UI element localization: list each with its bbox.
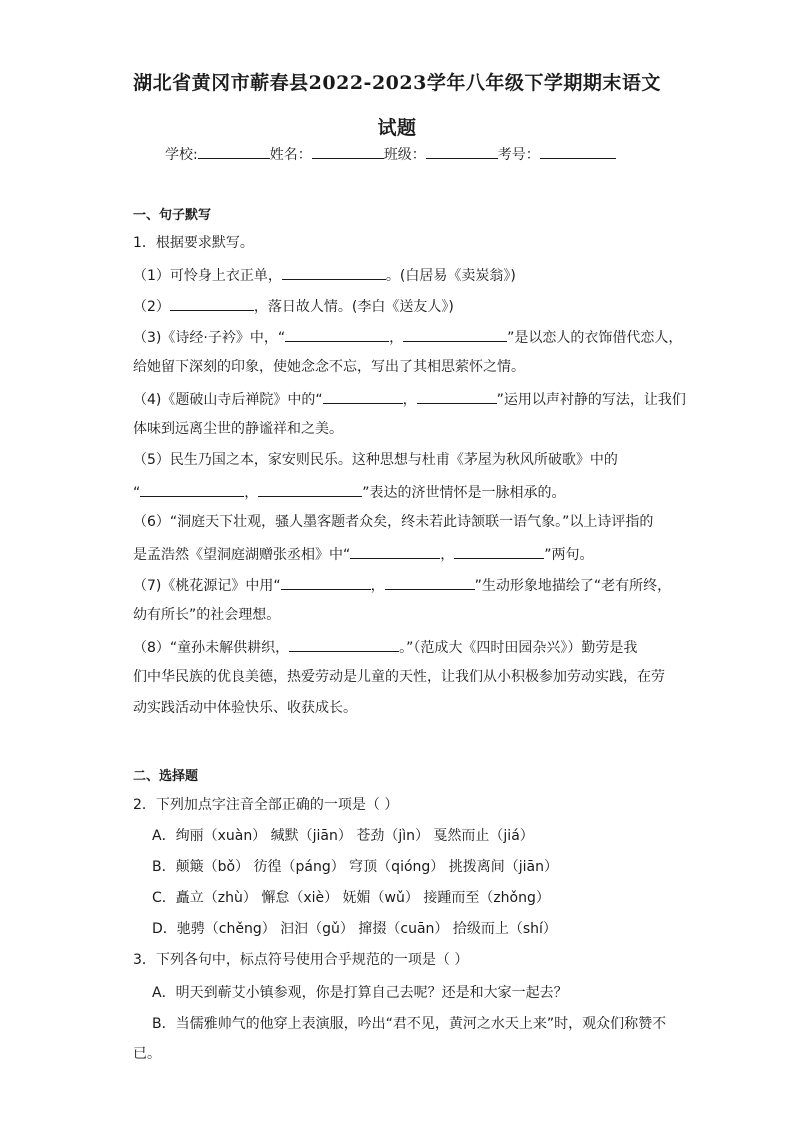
question-2-option-a[interactable]: A．绚丽（xuàn） 缄默（jiān） 苍劲（jìn） 戛然而止（jiá）	[152, 828, 534, 844]
question-1-item-8-cont: 们中华民族的优良美德，热爱劳动是儿童的天性，让我们从小积极参加劳动实践，在劳	[133, 669, 665, 685]
class-blank[interactable]	[426, 143, 498, 159]
question-3-option-b[interactable]: B．当儒雅帅气的他穿上表演服，吟出“君不见，黄河之水天上来”时，观众们称赞不	[152, 1016, 667, 1032]
question-1-item-3	[133, 326, 682, 348]
item-text: ，落日故人情。(李白《送友人》)	[253, 299, 454, 315]
item-text: （1）可怜身上衣正单，	[133, 268, 282, 284]
item-text: ”两句。	[544, 547, 594, 563]
item-text: （7)《桃花源记》中用“	[133, 578, 281, 594]
school-label: 学校:	[165, 147, 198, 163]
item-text: ，	[370, 578, 385, 594]
answer-blank[interactable]	[140, 481, 244, 497]
answer-blank[interactable]	[417, 388, 497, 404]
item-text: （4)《题破山寺后禅院》中的“	[133, 392, 323, 408]
name-blank[interactable]	[312, 143, 384, 159]
question-1-item-1	[133, 264, 516, 286]
student-info-row	[165, 143, 616, 165]
question-1-item-7-cont: 幼有所长”的社会理想。	[133, 607, 281, 623]
answer-blank[interactable]	[385, 574, 475, 590]
question-2-stem: 2．下列加点字注音全部正确的一项是（ ）	[133, 797, 399, 813]
question-1-item-6: （6）“洞庭天下壮观，骚人墨客题者众矣，终未若此诗颔联一语气象。”以上诗评指的	[133, 514, 654, 530]
answer-blank[interactable]	[289, 636, 399, 652]
exam-title-line1: 湖北省黄冈市蕲春县2022-2023学年八年级下学期期末语文	[133, 72, 661, 94]
question-1-item-4	[133, 388, 686, 410]
question-1-item-2	[133, 295, 454, 317]
item-text: ，	[389, 330, 404, 346]
question-3-stem: 3．下列各句中，标点符号使用合乎规范的一项是（ ）	[133, 952, 469, 968]
item-text: ”运用以声衬静的写法，让我们	[496, 392, 686, 408]
question-1-item-5-cont	[133, 481, 566, 503]
item-text: （3)《诗经·子衿》中，“	[133, 330, 286, 346]
section-heading-1: 一、句子默写	[133, 208, 212, 223]
answer-blank[interactable]	[170, 295, 254, 311]
question-1-item-4-cont: 体味到远离尘世的静谧祥和之美。	[133, 421, 343, 437]
question-1-item-6-cont	[133, 543, 594, 565]
question-1-item-8	[133, 636, 637, 658]
item-text: 。(白居易《卖炭翁》)	[385, 268, 516, 284]
item-text: ，	[244, 485, 259, 501]
item-text: ，	[402, 392, 417, 408]
item-text: ”表达的济世情怀是一脉相承的。	[362, 485, 566, 501]
item-text: “	[133, 485, 141, 501]
answer-blank[interactable]	[285, 326, 389, 342]
exam-title-line2: 试题	[377, 117, 417, 139]
item-text: ，	[440, 547, 455, 563]
section-heading-2: 二、选择题	[133, 769, 199, 784]
name-label: 姓名：	[269, 147, 312, 163]
answer-blank[interactable]	[281, 574, 371, 590]
question-1-stem: 1．根据要求默写。	[133, 235, 254, 251]
answer-blank[interactable]	[403, 326, 507, 342]
question-3-option-a[interactable]: A．明天到蕲艾小镇参观，你是打算自己去呢？还是和大家一起去？	[152, 985, 568, 1001]
question-1-item-8-cont2: 动实践活动中体验快乐、收获成长。	[133, 700, 357, 716]
class-label: 班级：	[383, 147, 426, 163]
question-2-option-d[interactable]: D．驰骋（chěng） 汩汩（gǔ） 撺掇（cuān） 拾级而上（shí）	[152, 921, 557, 937]
answer-blank[interactable]	[350, 543, 440, 559]
question-1-item-7	[133, 574, 671, 596]
item-text: （8）“童孙未解供耕织，	[133, 640, 290, 656]
item-text: ”是以恋人的衣饰借代恋人，	[507, 330, 683, 346]
item-text: ”生动形象地描绘了“老有所终，	[474, 578, 672, 594]
school-blank[interactable]	[198, 143, 270, 159]
item-text: （2）	[133, 299, 170, 315]
question-1-item-3-cont: 给她留下深刻的印象，使她念念不忘，写出了其相思萦怀之情。	[133, 359, 525, 375]
answer-blank[interactable]	[258, 481, 362, 497]
item-text: 是孟浩然《望洞庭湖赠张丞相》中“	[133, 547, 351, 563]
exam-number-blank[interactable]	[540, 143, 616, 159]
answer-blank[interactable]	[323, 388, 403, 404]
exam-number-label: 考号：	[497, 147, 540, 163]
question-1-item-5: （5）民生乃国之本，家安则民乐。这种思想与杜甫《茅屋为秋风所破歌》中的	[133, 452, 618, 468]
item-text: 。”（范成大《四时田园杂兴》）勤劳是我	[399, 640, 638, 656]
question-2-option-b[interactable]: B．颠簸（bǒ） 彷徨（páng） 穹顶（qióng） 挑拨离间（jiān）	[152, 859, 558, 875]
question-3-option-b-cont: 已。	[133, 1046, 161, 1062]
answer-blank[interactable]	[282, 264, 386, 280]
answer-blank[interactable]	[454, 543, 544, 559]
question-2-option-c[interactable]: C．矗立（zhù） 懈怠（xiè） 妩媚（wǔ） 接踵而至（zhǒng）	[152, 890, 550, 906]
